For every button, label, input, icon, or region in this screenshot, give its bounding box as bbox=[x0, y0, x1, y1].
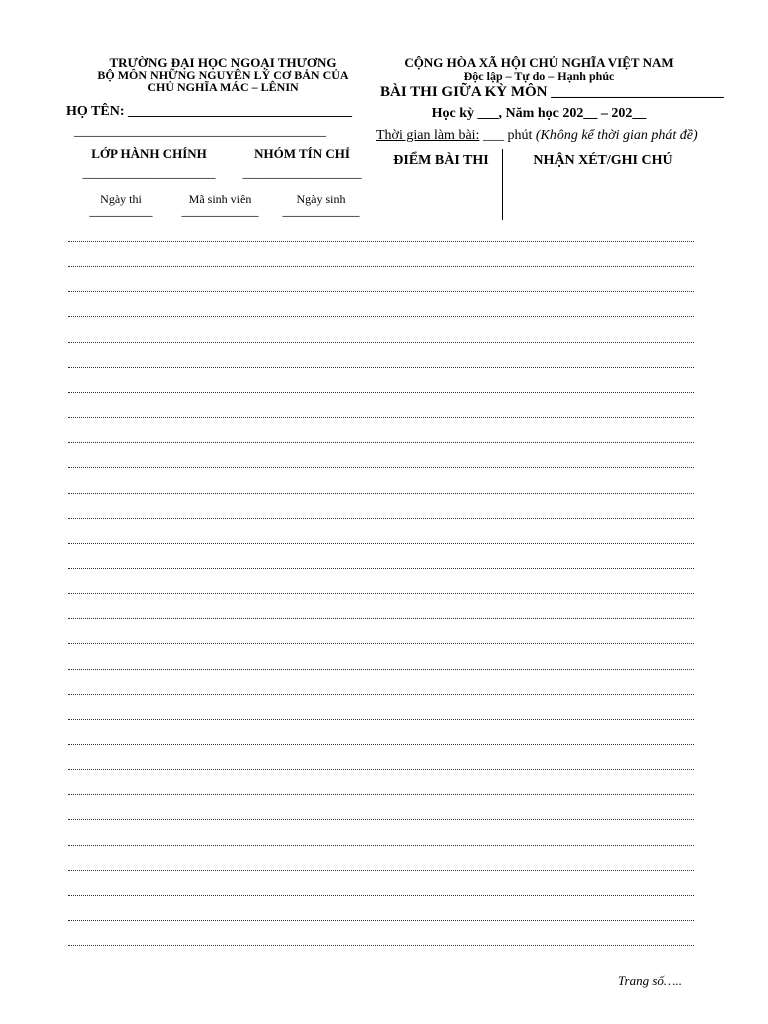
answer-line[interactable] bbox=[68, 643, 694, 644]
semester-line[interactable]: Học kỳ ___, Năm học 202__ – 202__ bbox=[431, 106, 647, 121]
department-line-1: BỘ MÔN NHỮNG NGUYÊN LÝ CƠ BẢN CỦA bbox=[97, 68, 349, 82]
answer-line[interactable] bbox=[68, 291, 694, 292]
answer-line[interactable] bbox=[68, 694, 694, 695]
time-line bbox=[376, 128, 698, 144]
exam-title[interactable]: BÀI THI GIỮA KỲ MÔN _______________________ bbox=[380, 84, 724, 100]
student-id-field[interactable]: ___________ bbox=[181, 204, 259, 219]
department-line-2: CHỦ NGHĨA MÁC – LÊNIN bbox=[147, 80, 299, 94]
answer-line[interactable] bbox=[68, 467, 694, 468]
exam-date-label: Ngày thi bbox=[100, 192, 142, 206]
answer-line[interactable] bbox=[68, 543, 694, 544]
class-field[interactable]: ___________________ bbox=[82, 166, 216, 181]
answer-line[interactable] bbox=[68, 845, 694, 846]
answer-line[interactable] bbox=[68, 316, 694, 317]
class-label: LỚP HÀNH CHÍNH bbox=[91, 146, 207, 161]
comment-label: NHẬN XÉT/GHI CHÚ bbox=[533, 153, 673, 168]
name-field-continuation[interactable]: ____________________________________ bbox=[74, 124, 326, 139]
answer-line[interactable] bbox=[68, 392, 694, 393]
birth-date-field[interactable]: ___________ bbox=[282, 204, 360, 219]
answer-line[interactable] bbox=[68, 870, 694, 871]
school-name: TRƯỜNG ĐẠI HỌC NGOẠI THƯƠNG bbox=[109, 55, 337, 70]
answer-line[interactable] bbox=[68, 618, 694, 619]
answer-line[interactable] bbox=[68, 367, 694, 368]
answer-line[interactable] bbox=[68, 518, 694, 519]
answer-line[interactable] bbox=[68, 895, 694, 896]
score-divider bbox=[502, 149, 503, 220]
score-label: ĐIỂM BÀI THI bbox=[393, 153, 489, 168]
credit-group-label: NHÓM TÍN CHỈ bbox=[254, 146, 350, 161]
answer-line[interactable] bbox=[68, 493, 694, 494]
answer-line[interactable] bbox=[68, 794, 694, 795]
answer-line[interactable] bbox=[68, 342, 694, 343]
republic-title: CỘNG HÒA XÃ HỘI CHỦ NGHĨA VIỆT NAM bbox=[404, 55, 674, 70]
answer-line[interactable] bbox=[68, 266, 694, 267]
answer-line[interactable] bbox=[68, 920, 694, 921]
student-id-label: Mã sinh viên bbox=[188, 192, 252, 206]
page-number-label: Trang số….. bbox=[618, 973, 682, 988]
time-value[interactable]: ___ phút bbox=[479, 128, 536, 143]
answer-line[interactable] bbox=[68, 417, 694, 418]
exam-date-field[interactable]: _________ bbox=[89, 204, 153, 219]
credit-group-field[interactable]: _________________ bbox=[242, 166, 362, 181]
answer-line[interactable] bbox=[68, 819, 694, 820]
answer-line[interactable] bbox=[68, 442, 694, 443]
birth-date-label: Ngày sinh bbox=[296, 192, 346, 206]
time-note: (Không kể thời gian phát đề) bbox=[535, 128, 698, 143]
answer-line[interactable] bbox=[68, 241, 694, 242]
national-motto: Độc lập – Tự do – Hạnh phúc bbox=[463, 69, 615, 83]
answer-line[interactable] bbox=[68, 568, 694, 569]
answer-line[interactable] bbox=[68, 744, 694, 745]
name-field[interactable]: HỌ TÊN: ________________________________ bbox=[66, 104, 352, 119]
answer-line[interactable] bbox=[68, 669, 694, 670]
answer-line[interactable] bbox=[68, 945, 694, 946]
answer-line[interactable] bbox=[68, 719, 694, 720]
answer-line[interactable] bbox=[68, 593, 694, 594]
time-label: Thời gian làm bài: bbox=[376, 128, 480, 143]
answer-line[interactable] bbox=[68, 769, 694, 770]
